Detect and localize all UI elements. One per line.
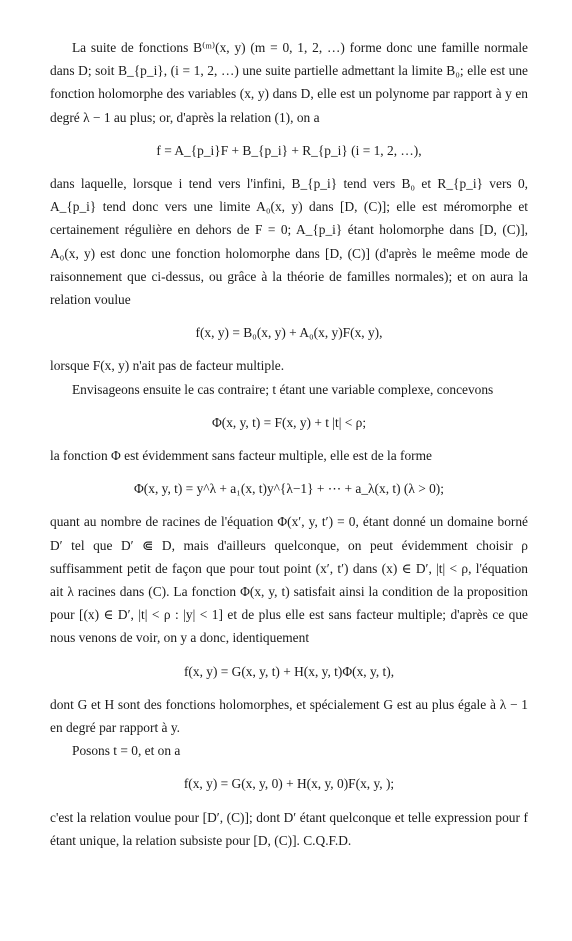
paragraph-8: Posons t = 0, et on a xyxy=(72,743,181,759)
page-body xyxy=(50,36,528,852)
equation-3: Φ(x, y, t) = F(x, y) + t |t| < ρ; xyxy=(211,414,367,430)
equation-1: f = A_{p_i}F + B_{p_i} + R_{p_i} (i = 1, 2, …), xyxy=(156,142,422,158)
paragraph-4: Envisageons ensuite le cas contraire; t étant une variable complexe, concevons xyxy=(72,381,494,397)
equation-5: f(x, y) = G(x, y, t) + H(x, y, t)Φ(x, y, t), xyxy=(183,663,395,679)
paragraph-2: dans laquelle, lorsque i tend vers l'infini, B_{p_i} tend vers B₀ et R_{p_i} vers 0, A_{p_i} tend donc vers une limite A₀(x, y) dans [D, (C)]; elle est méromorphe et certainement régulière en dehors de F = 0; A_{p_i} étant holomorphe dans [D, (C)], A₀(x, y) est donc une fonction holomorphe dans [D, (C)] (d'après le meême mode de raisonnement que ci-dessus, ou grâce à la théorie de familles normales); et on aura la relation voulue xyxy=(50,176,528,308)
paragraph-1: La suite de fonctions B⁽ᵐ⁾(x, y) (m = 0, 1, 2, …) forme donc une famille normale dans D; soit B_{p_i}, (i = 1, 2, …) une suite partielle admettant la limite B₀; elle est une fonction holomorphe des variables (x, y) dans D, elle est un polynome par rapport à y en degré λ − 1 au plus; or, d'après la relation (1), on a xyxy=(50,40,528,125)
paragraph-5: la fonction Φ est évidemment sans facteur multiple, elle est de la forme xyxy=(50,448,432,464)
equation-2: f(x, y) = B₀(x, y) + A₀(x, y)F(x, y), xyxy=(195,325,383,341)
equation-6: f(x, y) = G(x, y, 0) + H(x, y, 0)F(x, y, ); xyxy=(183,776,395,792)
paragraph-3: lorsque F(x, y) n'ait pas de facteur multiple. xyxy=(50,358,285,374)
paragraph-9: c'est la relation voulue pour [D′, (C)]; dont D′ étant quelconque et telle expression pour f étant unique, la relation subsiste pour [D, (C)]. C.Q.F.D. xyxy=(50,809,528,848)
paragraph-7: dont G et H sont des fonctions holomorphes, et spécialement G est au plus égale à λ − 1 en degré par rapport à y. xyxy=(50,696,528,736)
paragraph-6: quant au nombre de racines de l'équation Φ(x′, y, t′) = 0, étant donné un domaine borné D′ tel que D′ ⋐ D, mais d'ailleurs quelconque, on peut évidemment choisir ρ suffisamment petit de façon que pour tout point (x′, t′) dans (x) ∈ D′, |t| < ρ, l'équation ait λ racines dans (C). La fonction Φ(x, y, t) satisfait ainsi la condition de la proposition pour [(x) ∈ D′, |t| < ρ : |y| < 1] et de plus elle est sans facteur multiple; d'après ce que nous venons de voir, on y a donc, identiquement xyxy=(50,514,528,646)
equation-4: Φ(x, y, t) = y^λ + a₁(x, t)y^{λ−1} + ⋯ + a_λ(x, t) (λ > 0); xyxy=(134,481,444,497)
